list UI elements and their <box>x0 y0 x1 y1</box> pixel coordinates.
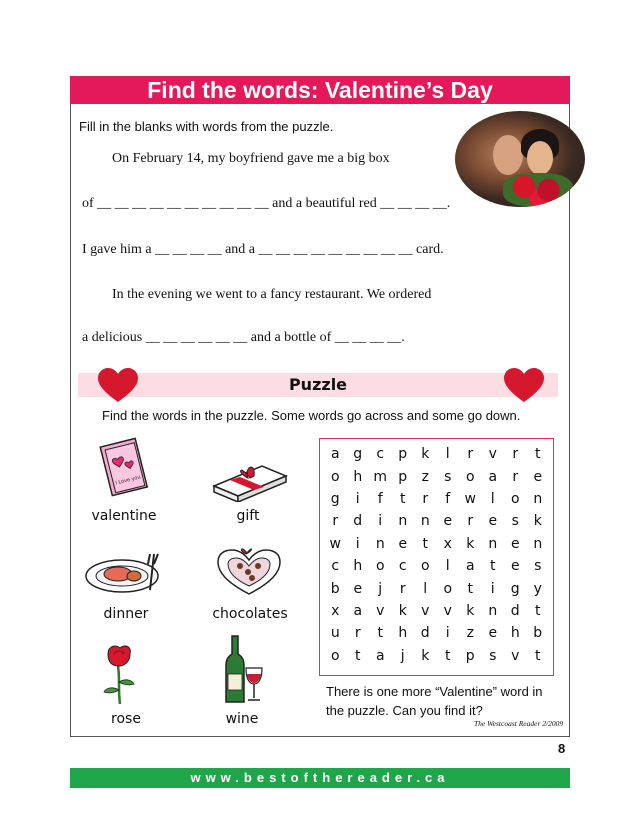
grid-letter: z <box>466 625 474 642</box>
grid-letter: r <box>467 513 474 530</box>
grid-letter: i <box>355 490 360 507</box>
grid-letter: t <box>535 602 541 619</box>
grid-letter: n <box>533 490 543 507</box>
grid-letter: i <box>445 625 450 642</box>
extra-word-note: There is one more “Valentine” word in the puzzle. Can you find it? <box>326 684 543 718</box>
grid-letter: k <box>533 513 542 530</box>
grid-letter: z <box>421 468 429 485</box>
grid-row <box>324 510 549 532</box>
grid-letter: k <box>398 602 407 619</box>
word-label-gift: gift <box>236 508 260 524</box>
grid-letter: v <box>511 647 520 664</box>
grid-letter: l <box>423 580 428 597</box>
rose-icon <box>100 644 140 706</box>
word-label-rose: rose <box>111 711 141 727</box>
grid-letter: a <box>488 468 498 485</box>
grid-letter: e <box>488 513 498 530</box>
grid-letter: i <box>378 513 383 530</box>
grid-letter: h <box>398 625 408 642</box>
couple-photo <box>455 111 585 207</box>
grid-letter: t <box>355 647 361 664</box>
word-label-chocolates: chocolates <box>212 606 288 622</box>
grid-letter: g <box>330 490 340 507</box>
grid-letter: x <box>331 602 340 619</box>
grid-letter: p <box>398 468 408 485</box>
grid-letter: t <box>467 580 473 597</box>
grid-letter: y <box>533 580 542 597</box>
grid-letter: c <box>398 558 407 575</box>
grid-letter: s <box>489 647 497 664</box>
word-label-valentine: valentine <box>91 508 157 524</box>
grid-letter: l <box>445 446 450 463</box>
grid-letter: l <box>445 558 450 575</box>
grid-letter: e <box>510 558 520 575</box>
grid-letter: s <box>534 558 542 575</box>
grid-letter: k <box>421 647 430 664</box>
fill-in-line-5: a delicious __ __ __ __ __ __ and a bottle of __ __ __ __. <box>82 330 405 345</box>
card-text: I Love you <box>114 474 142 487</box>
grid-letter: f <box>445 490 451 507</box>
dinner-plate-icon <box>84 550 170 594</box>
grid-letter: d <box>420 625 430 642</box>
grid-letter: o <box>443 580 453 597</box>
fill-in-line-1: On February 14, my boyfriend gave me a big box <box>112 151 390 166</box>
grid-letter: t <box>535 647 541 664</box>
grid-letter: j <box>378 580 383 597</box>
grid-letter: r <box>467 446 474 463</box>
grid-letter: x <box>443 535 452 552</box>
grid-letter: s <box>511 513 519 530</box>
grid-letter: a <box>465 558 475 575</box>
grid-letter: s <box>444 468 452 485</box>
grid-letter: g <box>353 446 363 463</box>
valentine-card-icon <box>96 436 152 500</box>
grid-letter: a <box>375 647 385 664</box>
fill-in-line-4: In the evening we went to a fancy restaurant. We ordered <box>112 287 432 302</box>
grid-letter: i <box>355 535 360 552</box>
grid-letter: t <box>400 490 406 507</box>
grid-letter: o <box>330 647 340 664</box>
grid-row <box>324 465 549 487</box>
grid-letter: r <box>512 468 519 485</box>
fill-in-instruction: Fill in the blanks with words from the puzzle. <box>79 119 334 134</box>
grid-letter: t <box>445 647 451 664</box>
grid-letter: n <box>488 535 498 552</box>
grid-letter: p <box>398 446 408 463</box>
wine-icon <box>222 634 268 706</box>
grid-letter: a <box>330 446 340 463</box>
word-label-dinner: dinner <box>103 606 149 622</box>
grid-row <box>324 577 549 599</box>
page-number: 8 <box>558 741 566 756</box>
grid-letter: h <box>353 558 363 575</box>
grid-letter: o <box>375 558 385 575</box>
grid-letter: d <box>510 602 520 619</box>
grid-letter: r <box>512 446 519 463</box>
grid-letter: o <box>420 558 430 575</box>
grid-letter: e <box>353 580 363 597</box>
grid-letter: t <box>490 558 496 575</box>
grid-letter: r <box>399 580 406 597</box>
grid-letter: o <box>330 468 340 485</box>
grid-letter: e <box>398 535 408 552</box>
page-title: Find the words: Valentine’s Day <box>70 76 570 104</box>
grid-letter: o <box>510 490 520 507</box>
grid-letter: d <box>353 513 363 530</box>
grid-letter: n <box>375 535 385 552</box>
grid-letter: e <box>488 625 498 642</box>
grid-letter: m <box>373 468 388 485</box>
grid-letter: c <box>331 558 340 575</box>
grid-row <box>324 622 549 644</box>
grid-letter: u <box>330 625 340 642</box>
grid-letter: t <box>535 446 541 463</box>
grid-letter: k <box>466 602 475 619</box>
grid-letter: g <box>510 580 520 597</box>
footer-url[interactable]: www.bestofthereader.ca <box>70 768 570 788</box>
chocolate-box-icon <box>216 546 282 596</box>
gift-icon <box>210 456 290 502</box>
grid-letter: v <box>376 602 385 619</box>
source-credit: The Westcoast Reader 2/2009 <box>474 719 564 728</box>
grid-row <box>324 555 549 577</box>
word-label-wine: wine <box>225 711 259 727</box>
fill-in-line-3: I gave him a __ __ __ __ and a __ __ __ __ __ __ __ __ __ card. <box>82 242 444 257</box>
grid-letter: b <box>330 580 340 597</box>
puzzle-instruction: Find the words in the puzzle. Some words go across and some go down. <box>102 408 521 423</box>
grid-letter: w <box>329 535 341 552</box>
grid-letter: r <box>332 513 339 530</box>
grid-letter: v <box>488 446 497 463</box>
grid-letter: i <box>490 580 495 597</box>
grid-letter: t <box>377 625 383 642</box>
grid-letter: k <box>466 535 475 552</box>
grid-letter: b <box>533 625 543 642</box>
grid-letter: e <box>443 513 453 530</box>
puzzle-title: Puzzle <box>288 375 348 394</box>
grid-letter: n <box>533 535 543 552</box>
grid-letter: w <box>464 490 476 507</box>
fill-in-line-2: of __ __ __ __ __ __ __ __ __ __ and a beautiful red __ __ __ __. <box>82 196 451 211</box>
grid-letter: r <box>354 625 361 642</box>
grid-letter: t <box>422 535 428 552</box>
grid-letter: j <box>400 647 405 664</box>
grid-row <box>324 645 549 667</box>
grid-row <box>324 443 549 465</box>
word-search-grid <box>319 438 554 676</box>
grid-letter: p <box>465 647 475 664</box>
grid-letter: a <box>353 602 363 619</box>
grid-letter: c <box>376 446 385 463</box>
grid-row <box>324 488 549 510</box>
heart-icon <box>98 368 138 404</box>
grid-letter: n <box>420 513 430 530</box>
grid-letter: o <box>465 468 475 485</box>
grid-row <box>324 600 549 622</box>
grid-letter: e <box>510 535 520 552</box>
grid-letter: n <box>488 602 498 619</box>
grid-letter: k <box>421 446 430 463</box>
grid-letter: r <box>422 490 429 507</box>
grid-letter: v <box>421 602 430 619</box>
grid-letter: l <box>490 490 495 507</box>
grid-letter: v <box>443 602 452 619</box>
grid-letter: n <box>398 513 408 530</box>
heart-icon <box>504 368 544 404</box>
grid-row <box>324 533 549 555</box>
grid-letter: h <box>510 625 520 642</box>
puzzle-header <box>78 373 558 397</box>
grid-letter: h <box>353 468 363 485</box>
grid-letter: f <box>377 490 383 507</box>
grid-letter: e <box>533 468 543 485</box>
